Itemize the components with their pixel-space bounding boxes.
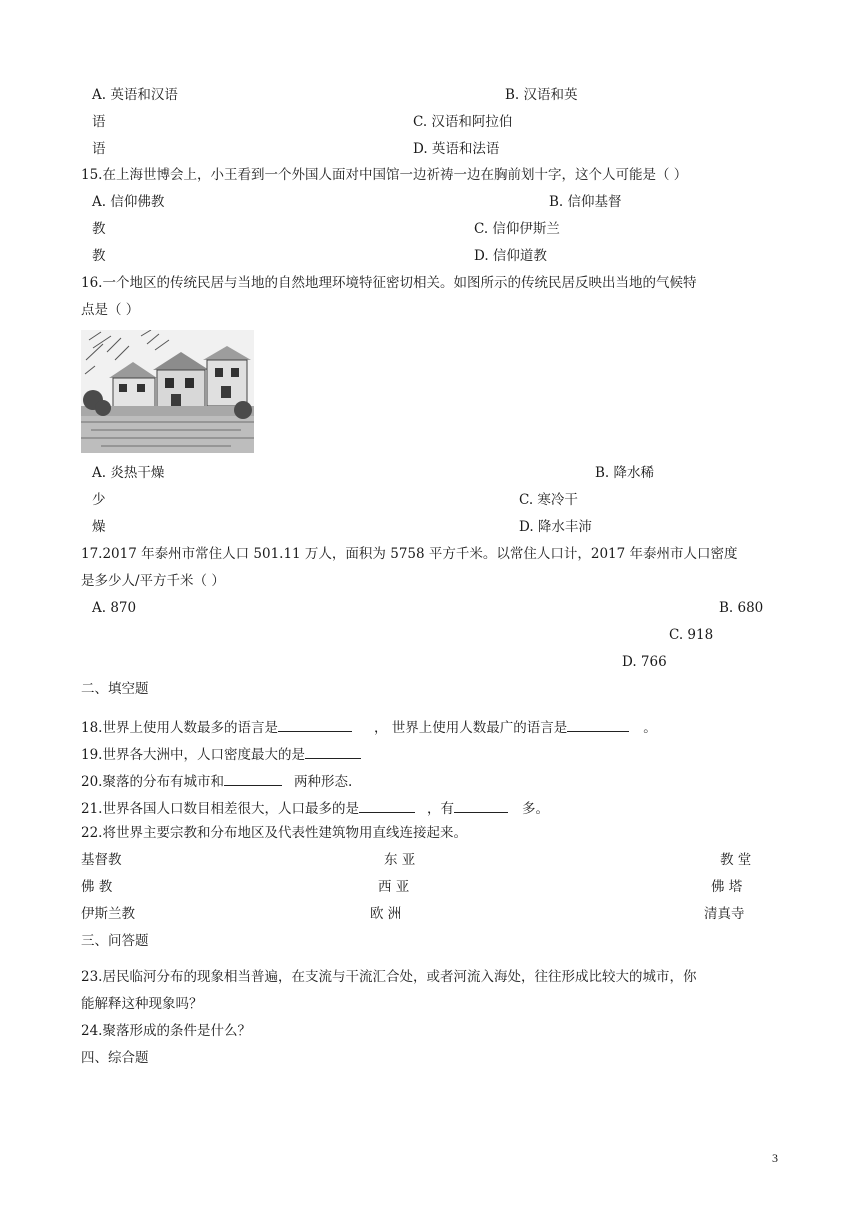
q17-stem-line2: 是多少人/平方千米（ ） [81, 573, 225, 589]
q20-part1: 20.聚落的分布有城市和 [81, 774, 224, 790]
q19 [81, 746, 361, 763]
q17-stem-line1: 17.2017 年泰州市常住人口 501.11 万人，面积为 5758 平方千米。以常住人口计，2017 年泰州市人口密度 [81, 546, 738, 562]
q16-option-b: B. 降水稀 [595, 465, 655, 481]
q16-option-d: D. 降水丰沛 [519, 519, 592, 535]
section-fill-in-blank-heading: 二、填空题 [81, 681, 149, 697]
q22-building-church: 教 堂 [720, 852, 752, 868]
q18-part2: ， 世界上使用人数最广的语言是 [373, 720, 568, 736]
q22-religion-christianity: 基督教 [81, 852, 122, 868]
q15-option-b: B. 信仰基督 [549, 194, 622, 210]
q16-option-b-continued: 少 [92, 492, 106, 508]
q15-option-c-continued: 教 [92, 248, 106, 264]
q14-option-b-continued: 语 [92, 114, 106, 130]
q21-part3: 多。 [521, 801, 549, 817]
q17-option-a: A. 870 [92, 600, 137, 616]
q23-line1: 23.居民临河分布的现象相当普遍，在支流与干流汇合处，或者河流入海处，往往形成比较大的城市，你 [81, 969, 697, 985]
q16-option-c-continued: 燥 [92, 519, 106, 535]
section-comprehensive-heading: 四、综合题 [81, 1050, 149, 1066]
q14-option-b: B. 汉语和英 [505, 87, 578, 103]
q14-option-a: A. 英语和汉语 [92, 87, 178, 103]
q20-part2: 两种形态. [293, 774, 353, 790]
q18-part1: 18.世界上使用人数最多的语言是 [81, 720, 278, 736]
q16-stem-line2: 点是（ ） [81, 302, 140, 318]
q18 [81, 719, 657, 736]
q22-religion-islam: 伊斯兰教 [81, 906, 135, 922]
q17-option-c: C. 918 [669, 627, 714, 643]
q19-text: 19.世界各大洲中，人口密度最大的是 [81, 747, 305, 763]
q15-option-a: A. 信仰佛教 [92, 194, 165, 210]
traditional-dwelling-photo [81, 330, 254, 453]
q22-building-pagoda: 佛 塔 [711, 879, 743, 895]
q16-option-a: A. 炎热干燥 [92, 465, 165, 481]
q18-part3: 。 [643, 720, 657, 736]
q15-option-c: C. 信仰伊斯兰 [474, 221, 560, 237]
q23-line2: 能解释这种现象吗？ [81, 996, 203, 1012]
q20-blank[interactable] [224, 773, 282, 786]
q18-blank-2[interactable] [567, 719, 629, 732]
q20 [81, 773, 352, 790]
q16-stem-line1: 16.一个地区的传统民居与当地的自然地理环境特征密切相关。如图所示的传统民居反映出当地的气候特 [81, 275, 697, 291]
q24: 24.聚落形成的条件是什么？ [81, 1023, 251, 1039]
q19-blank[interactable] [305, 746, 361, 759]
q22-region-west-asia: 西 亚 [378, 879, 410, 895]
q14-option-d: D. 英语和法语 [413, 141, 500, 157]
q15-option-b-continued: 教 [92, 221, 106, 237]
q21-blank-2[interactable] [454, 800, 508, 813]
q21-part2: ，有 [426, 801, 454, 817]
q17-option-d: D. 766 [622, 654, 667, 670]
q14-option-c-continued: 语 [92, 141, 106, 157]
page-number: 3 [772, 1151, 778, 1165]
q22-region-east-asia: 东 亚 [384, 852, 416, 868]
q22-building-mosque: 清真寺 [704, 906, 745, 922]
q21-part1: 21.世界各国人口数目相差很大，人口最多的是 [81, 801, 359, 817]
q15-option-d: D. 信仰道教 [474, 248, 547, 264]
section-qa-heading: 三、问答题 [81, 933, 149, 949]
q18-blank-1[interactable] [278, 719, 352, 732]
q16-option-c: C. 寒冷干 [519, 492, 578, 508]
q17-option-b: B. 680 [719, 600, 764, 616]
q22-region-europe: 欧 洲 [370, 906, 402, 922]
q22-stem: 22.将世界主要宗教和分布地区及代表性建筑物用直线连接起来。 [81, 825, 467, 841]
q15-stem: 15.在上海世博会上，小王看到一个外国人面对中国馆一边祈祷一边在胸前划十字，这个人可能是（ ） [81, 167, 688, 183]
q21 [81, 800, 549, 817]
q14-option-c: C. 汉语和阿拉伯 [413, 114, 513, 130]
q21-blank-1[interactable] [359, 800, 415, 813]
q22-religion-buddhism: 佛 教 [81, 879, 113, 895]
